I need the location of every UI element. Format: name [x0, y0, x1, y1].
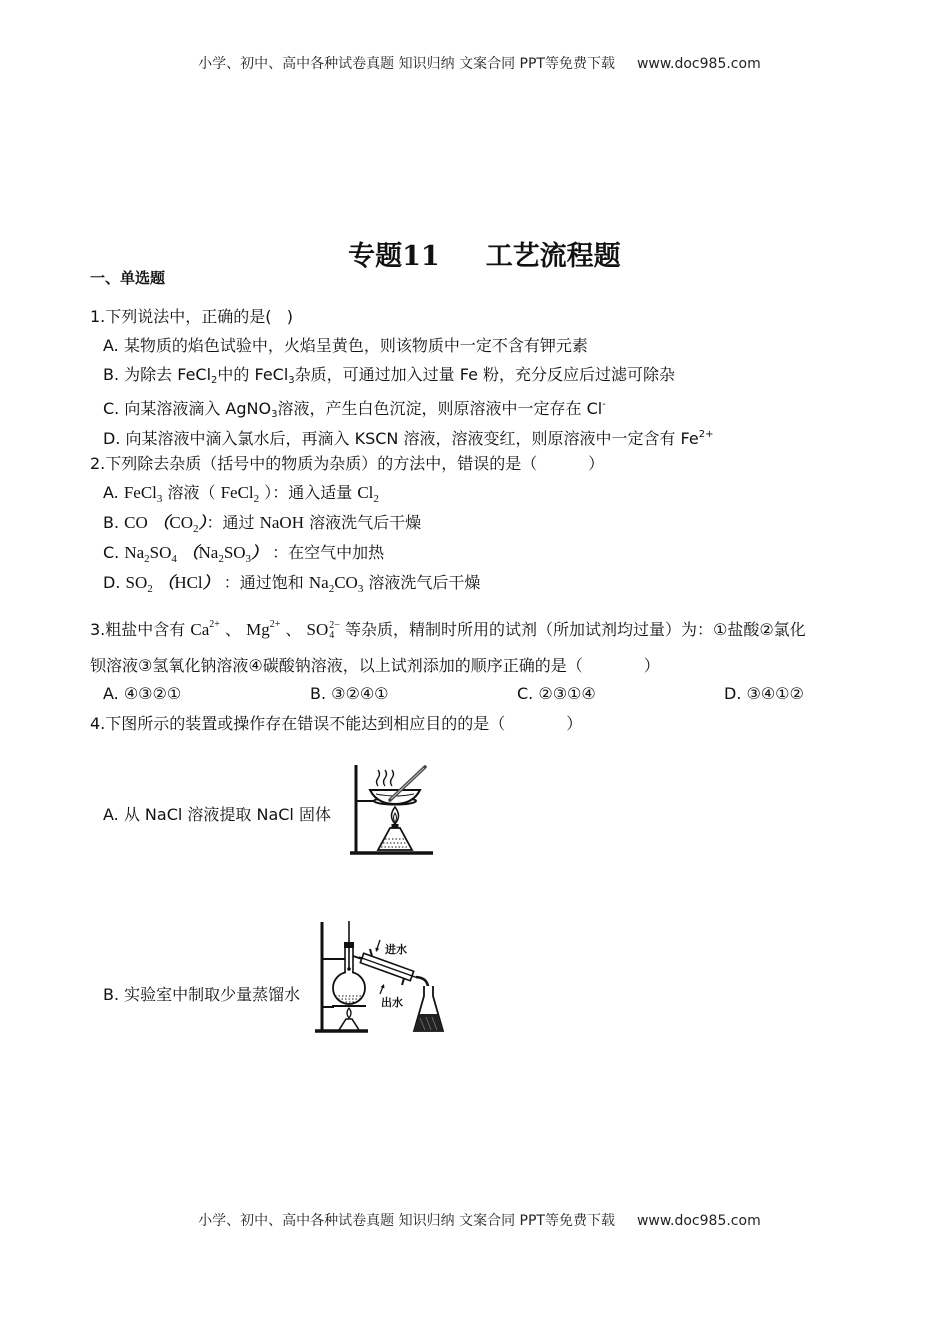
- superscript: 2+: [269, 619, 281, 630]
- bracket: （: [147, 513, 170, 532]
- title-topic: 专题11: [348, 241, 440, 272]
- bracket: （: [152, 573, 175, 592]
- subscript: 3: [357, 583, 364, 595]
- text-run: B.: [103, 513, 125, 532]
- subscript: 3: [156, 493, 163, 505]
- subscript: 2: [328, 583, 335, 595]
- superscript: 2+: [209, 619, 220, 630]
- footer-text: 小学、初中、高中各种试卷真题 知识归纳 文案合同 PPT等免费下载: [198, 1213, 615, 1229]
- header-site: www.doc985.com: [636, 56, 761, 72]
- formula: NaOH: [259, 513, 304, 532]
- text-run: D.: [103, 573, 126, 592]
- formula: Na: [198, 543, 219, 562]
- formula: FeCl: [220, 483, 254, 502]
- distillation-apparatus-figure: [312, 918, 450, 1036]
- formula: Cl: [357, 483, 374, 502]
- formula: HCl: [174, 573, 203, 592]
- text-run: 、: [219, 620, 247, 639]
- text-run: 溶液（: [162, 483, 221, 502]
- alcohol-lamp: [339, 1019, 359, 1030]
- question-3-option-a: A. ④③②①: [103, 684, 182, 703]
- section-heading: 一、单选题: [90, 269, 166, 287]
- bracket: ）: [198, 513, 207, 532]
- header-text: 小学、初中、高中各种试卷真题 知识归纳 文案合同 PPT等免费下载: [198, 56, 615, 72]
- question-3-option-d: D. ③④①②: [724, 684, 804, 703]
- formula: SO: [223, 543, 246, 562]
- text-run: 、: [280, 620, 307, 639]
- page-title: [0, 209, 950, 273]
- subscript: 2: [373, 493, 379, 505]
- superscript: 2−: [329, 619, 340, 631]
- text-run: ：通过: [206, 513, 260, 532]
- text-run: C. 向某溶液滴入 AgNO: [103, 399, 272, 418]
- question-2-option-c: [103, 542, 384, 570]
- text-run: 溶液，产生白色沉淀，则原溶液中一定存在 Cl: [277, 399, 603, 418]
- text-run: ：通过饱和: [218, 573, 309, 592]
- question-3-stem-line-2: 钡溶液③氢氧化钠溶液④碳酸钠溶液，以上试剂添加的顺序正确的是（ ）: [90, 656, 660, 675]
- question-1-stem: 1.下列说法中，正确的是( ): [90, 307, 294, 326]
- question-2-option-a: [103, 482, 379, 510]
- question-2-stem: 2.下列除去杂质（括号中的物质为杂质）的方法中，错误的是（ ）: [90, 454, 605, 473]
- subscript: 2: [218, 553, 224, 565]
- subscript: 3: [271, 409, 278, 420]
- subscript: 2: [192, 523, 199, 535]
- question-1-option-d: [103, 424, 713, 450]
- subscript: 3: [245, 553, 252, 565]
- formula: CO: [169, 513, 193, 532]
- subscript: 4: [329, 629, 335, 641]
- inlet-arrowhead: [375, 948, 379, 952]
- text-run: ：在空气中加热: [267, 543, 385, 562]
- bracket: ）: [202, 573, 219, 592]
- footer-site: www.doc985.com: [636, 1213, 761, 1229]
- question-3-option-b: B. ③②④①: [310, 684, 389, 703]
- text-run: 杂质，可通过加入过量 Fe 粉，充分反应后过滤可除杂: [294, 365, 676, 384]
- text-run: C.: [103, 543, 125, 562]
- text-run: 等杂质，精制时所用的试剂（所加试剂均过量）为：①盐酸②氯化: [339, 620, 806, 639]
- subscript: 2: [144, 553, 150, 565]
- text-run: B. 为除去 FeCl: [103, 365, 212, 384]
- water-outlet-label: 出水: [381, 996, 403, 1009]
- text-run: A.: [103, 483, 124, 502]
- superscript: -: [602, 399, 606, 410]
- thermometer-bulb: [347, 967, 351, 971]
- title-name: 工艺流程题: [485, 241, 621, 272]
- formula: CO: [124, 513, 148, 532]
- question-4-stem: 4.下图所示的装置或操作存在错误不能达到相应目的的是（ ）: [90, 714, 583, 733]
- water-inlet-label: 进水: [385, 943, 407, 956]
- question-2-option-d: [103, 572, 480, 600]
- question-2-option-b: [103, 512, 421, 540]
- text-run: 3.粗盐中含有: [90, 620, 191, 639]
- formula: SO: [149, 543, 172, 562]
- formula: SO: [306, 620, 329, 639]
- charge-stack: [329, 621, 340, 641]
- superscript: 2+: [698, 429, 714, 440]
- question-3-option-c: C. ②③①④: [517, 684, 596, 703]
- subscript: 2: [147, 583, 153, 595]
- subscript: 3: [288, 375, 295, 386]
- condenser-lower-water-port: [402, 978, 404, 985]
- text-run: 溶液洗气后干燥: [303, 513, 422, 532]
- bracket: （: [176, 543, 199, 562]
- question-4-option-b: B. 实验室中制取少量蒸馏水: [103, 985, 301, 1004]
- formula: Na: [308, 573, 329, 592]
- question-1-option-a: [103, 335, 588, 357]
- formula: FeCl: [123, 483, 157, 502]
- question-3-stem-line-1: [90, 614, 806, 641]
- text-run: D. 向某溶液中滴入氯水后，再滴入 KSCN 溶液，溶液变红，则原溶液中一定含有 Fe: [103, 429, 699, 448]
- bracket: ）: [251, 543, 268, 562]
- formula: SO: [125, 573, 148, 592]
- condenser-inner-tube: [359, 957, 418, 978]
- question-4-option-a: A. 从 NaCl 溶液提取 NaCl 固体: [103, 805, 331, 824]
- formula: Na: [124, 543, 145, 562]
- formula: CO: [334, 573, 358, 592]
- formula: Mg: [246, 620, 270, 639]
- subscript: 4: [171, 553, 177, 565]
- page-header: [0, 31, 950, 75]
- question-1-option-b: [103, 364, 675, 392]
- formula: Ca: [190, 620, 210, 639]
- page-footer: [0, 1188, 950, 1232]
- text-run: 溶液洗气后干燥: [363, 573, 481, 592]
- text-run: A. 某物质的焰色试验中，火焰呈黄色，则该物质中一定不含有钾元素: [103, 336, 588, 355]
- question-1-option-c: [103, 394, 606, 426]
- text-run: 中的 FeCl: [217, 365, 289, 384]
- steam-lines: [377, 770, 394, 786]
- subscript: 2: [253, 493, 260, 505]
- text-run: ）：通入适量: [259, 483, 358, 502]
- flame: [347, 1008, 351, 1018]
- subscript: 2: [211, 375, 218, 386]
- evaporation-apparatus-figure: [345, 760, 440, 860]
